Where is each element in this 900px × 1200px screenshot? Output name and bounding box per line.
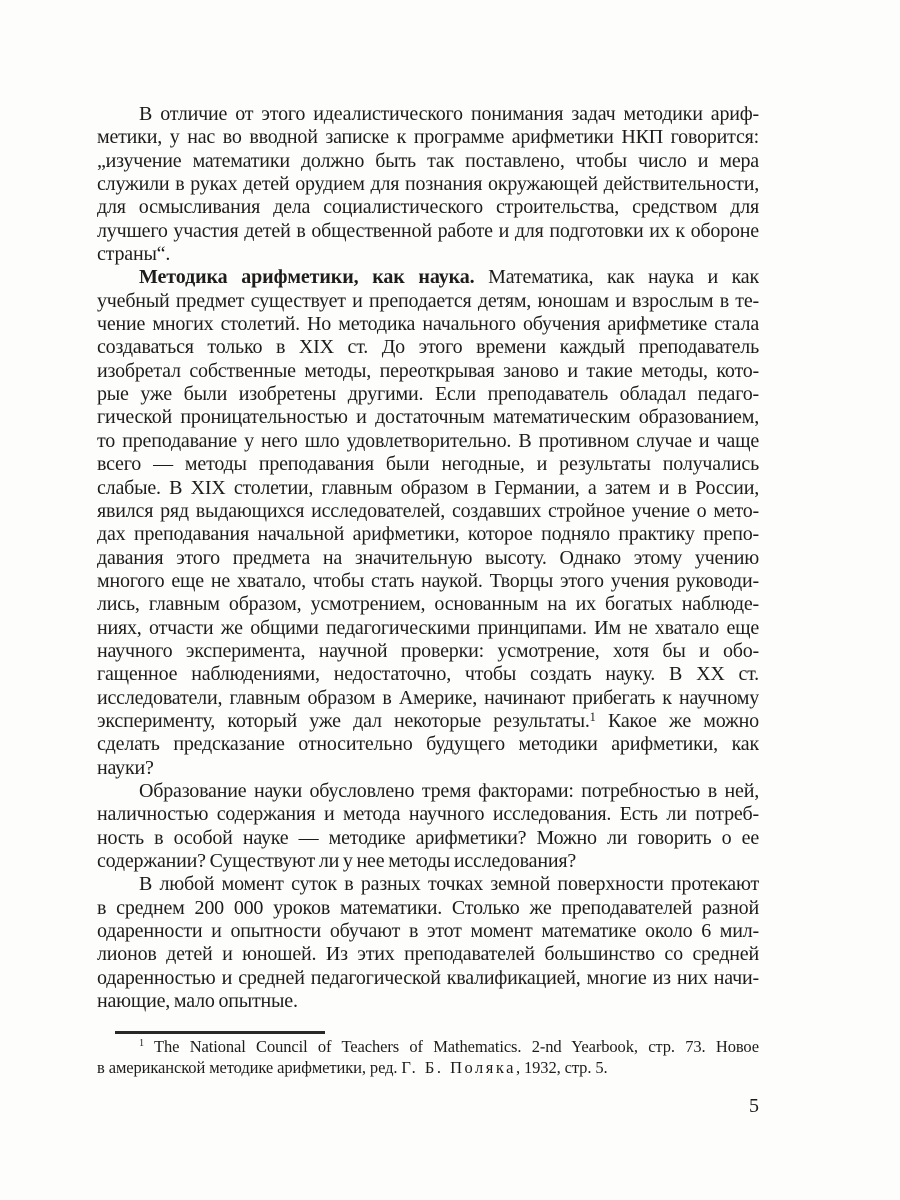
text-line: явился ряд выдающихся исследователей, создавших стройное учение о мето- — [97, 499, 759, 522]
text-line — [97, 266, 759, 289]
text-line: служили в руках детей орудием для познания окружающей действительности, — [97, 173, 759, 196]
text-span: Математика, как наука и как — [474, 266, 759, 289]
text-line: сделать предсказание относительно будущего методики арифметики, как — [97, 733, 759, 756]
text-line: В отличие от этого идеалистического понимания задач методики ариф- — [139, 103, 759, 125]
text-line: чение многих столетий. Но методика начального обучения арифметике стала — [97, 313, 759, 336]
text-line — [97, 710, 759, 733]
text-line: нающие, мало опытные. — [97, 990, 298, 1013]
text-line: „изучение математики должно быть так поставлено, чтобы число и мера — [97, 149, 759, 172]
text-line: лучшего участия детей в общественной работе и для подготовки их к обороне — [97, 219, 759, 242]
footnote-reference-marker: 1 — [589, 709, 596, 724]
run-in-heading: Методика арифметики, как наука. — [139, 266, 475, 289]
text-line: всего — методы преподавания были негодные, и результаты получались — [97, 453, 759, 476]
text-line: исследователи, главным образом в Америке, начинают прибегать к научному — [97, 686, 759, 709]
text-span: эксперименту, который уже дал некоторые результаты. — [97, 709, 590, 732]
page-number: 5 — [749, 1095, 759, 1117]
text-line: в среднем 200 000 уроков математики. Столько же преподавателей разной — [97, 896, 759, 919]
page-text — [97, 103, 759, 1013]
footnote-line — [97, 1058, 759, 1079]
text-line: лионов детей и юношей. Из этих преподавателей большинство со средней — [97, 943, 759, 966]
text-span: Какое же можно — [595, 709, 759, 732]
text-line: дах преподавания начальной арифметики, которое подняло практику препо- — [97, 523, 759, 546]
text-line: науки? — [97, 756, 154, 779]
footnote — [97, 1037, 759, 1078]
paragraph-lessons-statistics — [97, 873, 759, 1013]
footnote-marker: 1 — [139, 1038, 145, 1049]
paragraph-three-factors — [97, 780, 759, 873]
text-line: наличностью содержания и метода научного исследования. Есть ли потреб- — [97, 803, 759, 826]
text-line: давания этого предмета на значительную высоту. Однако этому учению — [97, 546, 759, 569]
paragraph-methodology-as-science — [97, 266, 759, 780]
paragraph-intro — [97, 103, 759, 266]
letterspaced-name: Г. Б. Поляка — [401, 1057, 516, 1077]
text-line: создаваться только в XIX ст. До этого времени каждый преподаватель — [97, 336, 759, 359]
text-line: лись, главным образом, усмотрением, основанным на их богатых наблюде- — [97, 593, 759, 616]
text-line: рые уже были изобретены другими. Если преподаватель обладал педаго- — [97, 383, 759, 406]
text-line: гащенное наблюдениями, недостаточно, чтобы создать науку. В XX ст. — [97, 663, 759, 686]
text-line: научного эксперимента, научной проверки: усмотрение, хотя бы и обо- — [97, 639, 759, 662]
text-span: The National Council of Teachers of Mathematics. 2-nd Yearbook, стр. 73. Новое — [144, 1037, 759, 1056]
text-line: то преподавание у него шло удовлетворительно. В противном случае и чаще — [97, 429, 759, 452]
text-line: ность в особой науке — методике арифметики? Можно ли говорить о ее — [97, 826, 759, 849]
text-line: метики, у нас во вводной записке к программе арифметики НКП говорится: — [97, 126, 759, 149]
text-line: для осмысливания дела социалистического строительства, средством для — [97, 196, 759, 219]
text-line: В любой момент суток в разных точках земной поверхности протекают — [139, 873, 759, 896]
text-span: , 1932, стр. 5. — [515, 1057, 608, 1077]
text-line: гической проницательностью и достаточным математическим образованием, — [97, 406, 759, 429]
footnote-line — [97, 1037, 759, 1058]
text-line: одаренности и опытности обучают в этот момент математике около 6 мил- — [97, 920, 759, 943]
text-line: страны“. — [97, 243, 171, 266]
text-line: содержании? Существуют ли у нее методы исследования? — [97, 850, 577, 872]
text-line: слабые. В XIX столетии, главным образом в Германии, а затем и в России, — [97, 476, 759, 499]
text-span: в американской методике арифметики, ред. — [97, 1057, 402, 1077]
text-line: многого еще не хватало, чтобы стать наукой. Творцы этого учения руководи- — [97, 569, 759, 592]
text-line: изобретал собственные методы, переоткрывая заново и такие методы, кото- — [97, 359, 759, 382]
text-line: ниях, отчасти же общими педагогическими принципами. Им не хватало еще — [97, 616, 759, 639]
text-line: одаренностью и средней педагогической квалификацией, многие из них начи- — [97, 966, 759, 989]
text-line: Образование науки обусловлено тремя факторами: потребностью в ней, — [139, 779, 759, 802]
footnote-separator-line — [115, 1031, 325, 1034]
text-line: учебный предмет существует и преподается детям, юношам и взрослым в те- — [97, 289, 759, 312]
